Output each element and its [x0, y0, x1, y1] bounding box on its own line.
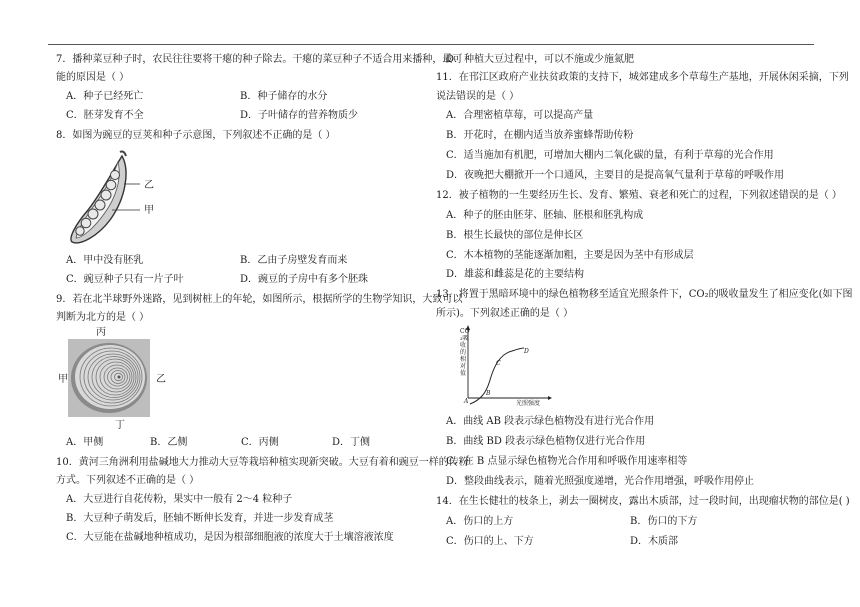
tree-ring-figure — [68, 339, 150, 417]
q13-stem-line1: 13．将置于黑暗环境中的绿色植物移至适宜光照条件下，CO₂的吸收量发生了相应变化(如下图 — [436, 289, 853, 300]
q9-label-bing: 丙 — [96, 327, 106, 338]
q12-option-c: C．木本植物的茎能逐渐加粗，主要是因为茎中有形成层 — [446, 250, 694, 261]
q11-option-d: D．夜晚把大棚掀开一个口通风，主要目的是提高氧气量利于草莓的呼吸作用 — [446, 170, 785, 181]
q14-option-c: C．伤口的上、下方 — [446, 536, 534, 547]
graph-ylabel: CO₂吸收的相对值 — [460, 328, 470, 377]
q9-label-jia: 甲 — [58, 374, 68, 385]
q11-option-c: C．适当施加有机肥，可增加大棚内二氧化碳的量，有利于草莓的光合作用 — [446, 150, 774, 161]
q10-option-b: B．大豆种子萌发后，胚轴不断伸长发育，并进一步发育成茎 — [66, 513, 334, 524]
q13-option-d: D．整段曲线表示，随着光照强度递增，光合作用增强，呼吸作用停止 — [446, 476, 755, 487]
q10-option-d: D．种植大豆过程中，可以不施或少施氮肥 — [446, 54, 635, 65]
q8-option-a: A．甲中没有胚乳 — [66, 255, 144, 266]
co2-curve — [470, 348, 524, 404]
q9-option-b: B．乙侧 — [150, 437, 188, 448]
q7-stem-line2: 能的原因是（ ） — [56, 72, 130, 83]
q9-stem-line1: 9．若在北半球野外迷路，见到树桩上的年轮，如图所示，根据所学的生物学知识，大致可以 — [56, 294, 463, 305]
q8-option-c: C．豌豆种子只有一片子叶 — [66, 274, 184, 285]
q12-option-d: D．雄蕊和雌蕊是花的主要结构 — [446, 269, 585, 280]
q12-stem: 12．被子植物的一生要经历生长、发育、繁殖、衰老和死亡的过程，下列叙述错误的是（ ） — [436, 190, 842, 201]
q14-option-a: A．伤口的上方 — [446, 516, 514, 527]
q8-label-jia: 甲 — [144, 205, 154, 216]
q13-option-a: A．曲线 AB 段表示绿色植物没有进行光合作用 — [446, 416, 655, 427]
q9-label-ding: 丁 — [115, 420, 125, 431]
q14-stem: 14．在生长健壮的枝条上，剥去一圈树皮，露出木质部，过一段时间，出现瘤状物的部位是( ) — [436, 496, 850, 507]
q11-stem-line1: 11．在邗江区政府产业扶贫政策的支持下，城郊建成多个草莓生产基地，开展休闲采摘，下列 — [436, 72, 849, 83]
q13-option-b: B．曲线 BD 段表示绿色植物仅进行光合作用 — [446, 436, 646, 447]
q12-option-a: A．种子的胚由胚芽、胚轴、胚根和胚乳构成 — [446, 210, 644, 221]
graph-point-d: D — [524, 348, 529, 355]
graph-point-a: A — [464, 398, 469, 405]
q10-option-c: C．大豆能在盐碱地种植成功，是因为根部细胞液的浓度大于土壤溶液浓度 — [66, 532, 394, 543]
q7-option-c: C．胚芽发育不全 — [66, 110, 144, 121]
q9-stem-line2: 判断为北方的是（ ） — [56, 312, 150, 323]
graph-xlabel: 光照强度 — [516, 400, 541, 407]
header-rule — [48, 44, 814, 45]
graph-point-b: B — [486, 390, 491, 397]
q10-option-a: A．大豆进行自花传粉，果实中一般有 2～4 粒种子 — [66, 494, 293, 505]
q10-stem-line2: 方式。下列叙述不正确的是（ ） — [56, 475, 200, 486]
q7-option-a: A．种子已经死亡 — [66, 91, 144, 102]
q9-option-d: D．丁侧 — [332, 437, 371, 448]
q14-option-b: B．伤口的下方 — [630, 516, 698, 527]
q7-stem-line1: 7．播种菜豆种子时，农民往往要将干瘪的种子除去。干瘪的菜豆种子不适合用来播种，最可 — [56, 54, 463, 65]
q9-label-yi: 乙 — [156, 374, 166, 385]
q13-stem-line2: 所示)。下列叙述正确的是（ ） — [436, 308, 574, 319]
pea-pod-figure — [66, 148, 156, 250]
q10-stem-line1: 10．黄河三角洲利用盐碱地大力推动大豆等栽培种植实现新突破。大豆有着和豌豆一样的传粉 — [56, 457, 469, 468]
q13-option-c: C．在 B 点显示绿色植物光合作用和呼吸作用速率相等 — [446, 456, 688, 467]
q9-option-c: C．丙侧 — [241, 437, 279, 448]
q11-option-a: A．合理密植草莓，可以提高产量 — [446, 110, 594, 121]
graph-point-c: C — [496, 360, 501, 367]
q11-option-b: B．开花时，在棚内适当放养蜜蜂帮助传粉 — [446, 130, 634, 141]
q9-option-a: A．甲侧 — [66, 437, 104, 448]
q7-option-b: B．种子储存的水分 — [240, 91, 328, 102]
q12-option-b: B．根生长最快的部位是伸长区 — [446, 230, 584, 241]
q8-option-b: B．乙由子房壁发育而来 — [240, 255, 348, 266]
q14-option-d: D．木质部 — [630, 536, 679, 547]
q11-stem-line2: 说法错误的是（ ） — [436, 91, 520, 102]
q8-stem: 8．如图为豌豆的豆荚和种子示意图，下列叙述不正确的是（ ） — [56, 130, 336, 141]
co2-light-graph — [454, 324, 554, 408]
q8-option-d: D．豌豆的子房中有多个胚珠 — [240, 274, 369, 285]
q8-label-yi: 乙 — [144, 180, 154, 191]
q7-option-d: D．子叶储存的营养物质少 — [240, 110, 359, 121]
